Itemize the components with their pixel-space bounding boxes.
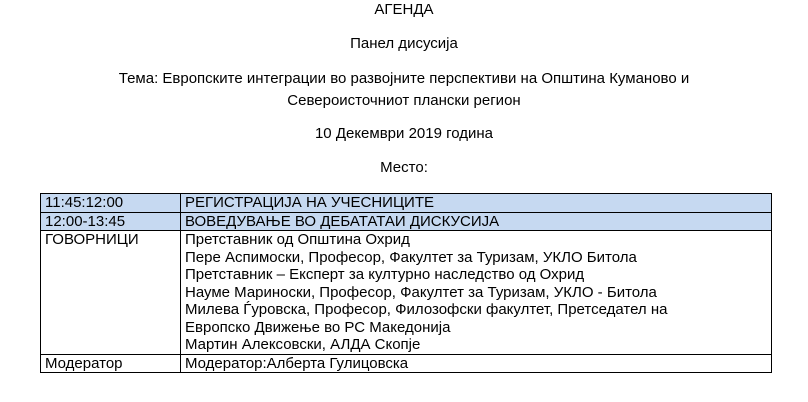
speaker-entry: Науме Мариноски, Професор, Факултет за Туризам, УКЛО - Битола xyxy=(185,283,657,301)
moderator-row xyxy=(41,354,772,373)
speaker-entry: Мартин Алексовски, АЛДА Скопје xyxy=(185,336,421,353)
speaker-entry: Милева Ѓуровска, Професор, Филозофски факултет, Претседател на xyxy=(185,301,668,318)
speaker-entry: Европско Движење во РС Македонија xyxy=(185,318,451,336)
row-item: ВОВЕДУВАЊЕ ВО ДЕБАТАТАИ ДИСКУСИЈА xyxy=(181,212,772,231)
topic-line-1: Тема: Европските интеграции во развојните перспективи на Општина Куманово и xyxy=(118,70,690,87)
speakers-row xyxy=(41,231,772,355)
speaker-entry: Претставник од Општина Охрид xyxy=(185,231,410,248)
speakers-label: ГОВОРНИЦИ xyxy=(41,231,181,355)
row-item: РЕГИСТРАЦИЈА НА УЧЕСНИЦИТЕ xyxy=(181,194,772,213)
agenda-title: АГЕНДА xyxy=(374,1,434,18)
row-time: 11:45:12:00 xyxy=(41,194,181,213)
speakers-list xyxy=(181,231,772,355)
speaker-entry: Пере Аспимоски, Професор, Факултет за Туризам, УКЛО Битола xyxy=(185,248,637,266)
moderator-label: Модератор xyxy=(41,354,181,373)
row-time: 12:00-13:45 xyxy=(41,212,181,231)
agenda-table xyxy=(40,193,772,373)
moderator-value: Модератор:Алберта Гулицовска xyxy=(181,354,772,373)
panel-subtitle: Панел дисусија xyxy=(350,35,458,52)
speaker-entry: Претставник – Експерт за културно наследство од Охрид xyxy=(185,266,585,283)
table-row xyxy=(41,194,772,213)
event-place: Место: xyxy=(380,159,428,176)
table-row xyxy=(41,212,772,231)
event-date: 10 Декември 2019 година xyxy=(314,125,494,142)
topic-line-2: Североисточниот плански регион xyxy=(287,92,521,109)
